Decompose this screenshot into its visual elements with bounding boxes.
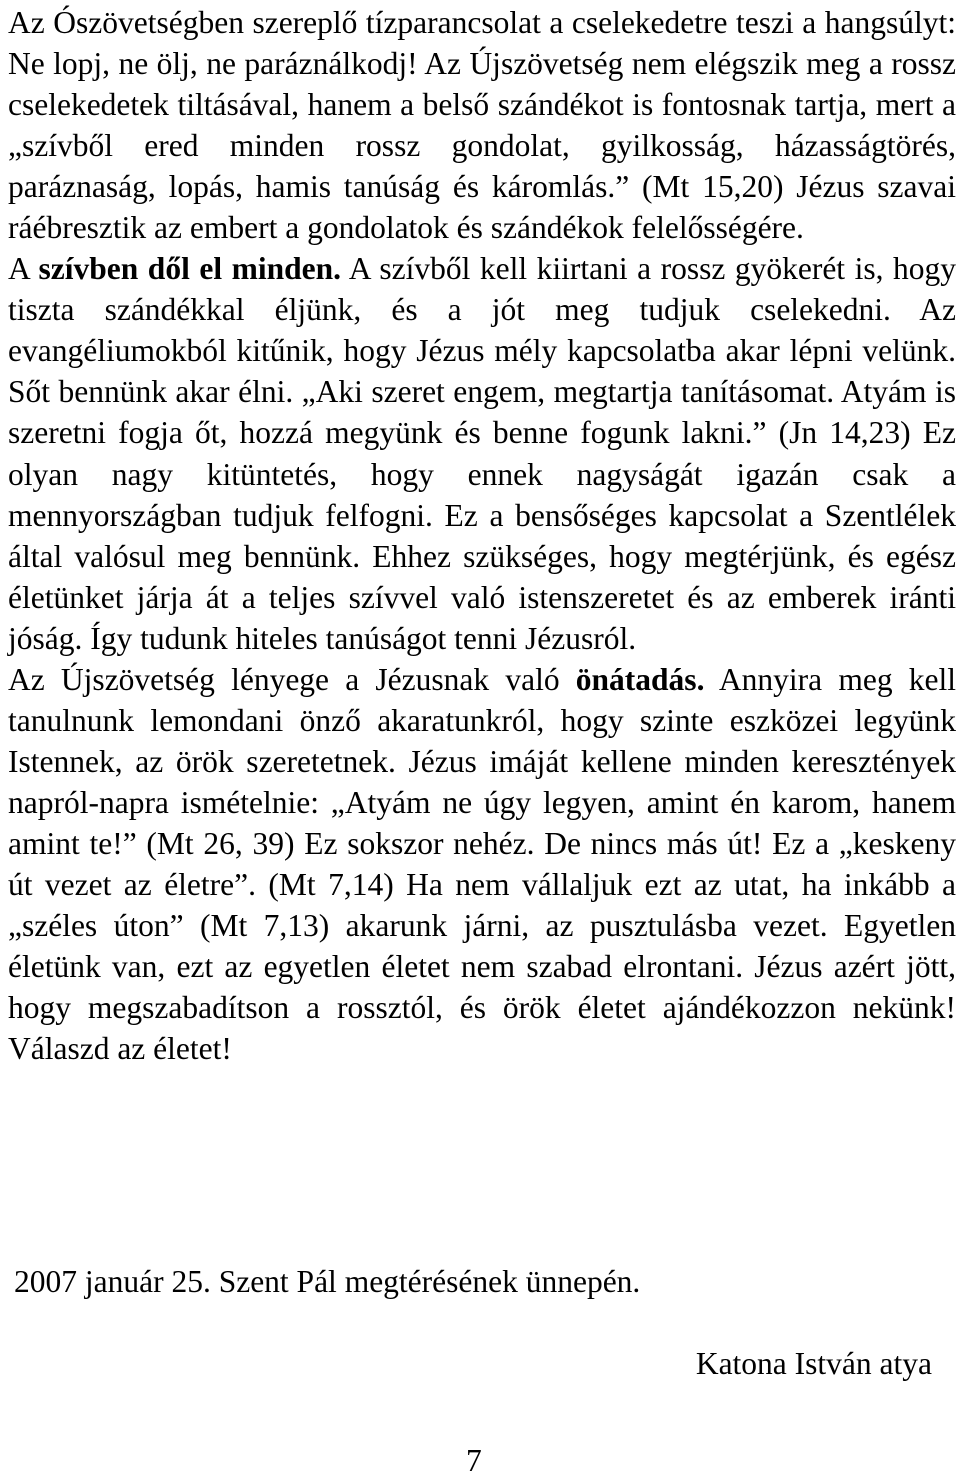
paragraph-heart-rest: A szívből kell kiirtani a rossz gyökerét is, hogy tiszta szándékkal éljünk, és a jót meg tudjuk cselekedni. Az evangéliumokból kitűnik, hogy Jézus mély kapcsolatba akar lépni velünk. Sőt bennünk akar élni. „Aki szeret engem, megtartja tanításomat. Atyám is szeretni fogja őt, hozzá megyünk és benne fogunk lakni.” (Jn 14,23) Ez olyan nagy kitüntetés, hogy ennek nagyságát igazán csak a mennyországban tudjuk felfogni. Ez a bensőséges kapcsolat a Szentlélek által valósul meg bennünk. Ehhez szükséges, hogy megtérjünk, és egész életünket járja át a teljes szívvel való istenszeretet és az emberek iránti jóság. Így tudunk hiteles tanúságot tenni Jézusról. (8, 251, 956, 656)
paragraph-self-giving-rest: Annyira meg kell tanulnunk lemondani önző akaratunkról, hogy szinte eszközei legyünk Istennek, az örök szeretetnek. Jézus imáját kellene minden keresztények napról-napra ismételnie: „Atyám ne úgy legyen, amint én karom, hanem amint te!” (Mt 26, 39) Ez sokszor nehéz. De nincs más út! Ez a „keskeny út vezet az életre”. (Mt 7,14) Ha nem vállaljuk ezt az utat, ha inkább a „széles úton” (Mt 7,13) akarunk járni, az pusztulásba vezet. Egyetlen életünk van, ezt az egyetlen életet nem szabad elrontani. Jézus azért jött, hogy megszabadítson a rossztól, és örök életet ajándékozzon nekünk! Válaszd az életet! (8, 661, 957, 1067)
paragraph-self-giving-bold: önátadás. (575, 661, 705, 697)
paragraph-heart-prefix: A (8, 251, 39, 287)
date-line: 2007 január 25. Szent Pál megtérésének ünnepén. (14, 1264, 641, 1299)
paragraph-self-giving-prefix: Az Újszövetség lényege a Jézusnak való (8, 661, 576, 697)
paragraph-heart-bold: szívben dől el minden. (38, 251, 342, 287)
paragraph-self-giving (8, 659, 956, 1069)
page-number: 7 (466, 1443, 482, 1478)
body-text (8, 2, 956, 1069)
signature: Katona István atya (695, 1346, 932, 1381)
paragraph-ten-commandments: Az Ószövetségben szereplő tízparancsolat a cselekedetre teszi a hangsúlyt: Ne lopj, ne ölj, ne paráználkodj! Az Újszövetség nem elégszik meg a rossz cselekedetek tiltásával, hanem a belső szándékot is fontosnak tartja, mert a „szívből ered minden rossz gondolat, gyilkosság, házasságtörés, paráznaság, lopás, hamis tanúság és káromlás.” (Mt 15,20) Jézus szavai ráébresztik az embert a gondolatok és szándékok felelősségére. (8, 5, 956, 246)
paragraph-heart (8, 248, 956, 658)
